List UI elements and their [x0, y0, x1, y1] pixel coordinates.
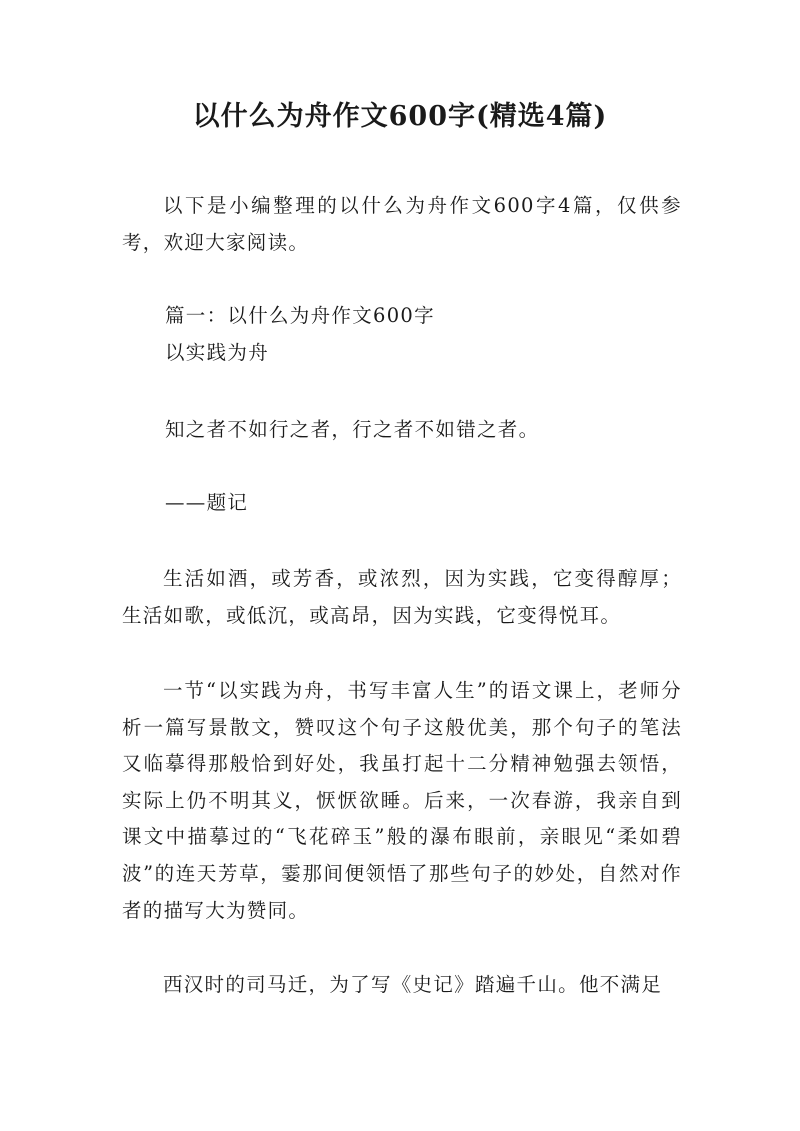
document-title: 以什么为舟作文600字(精选4篇) [192, 101, 608, 132]
epigraph-attribution: ——题记 [165, 491, 249, 514]
intro-paragraph: 以下是小编整理的以什么为舟作文600字4篇，仅供参考，欢迎大家阅读。 [122, 194, 682, 254]
body-paragraph: 一节“以实践为舟，书写丰富人生”的语文课上，老师分析一篇写景散文，赞叹这个句子这般优美，那个句子的笔法又临摹得那般恰到好处，我虽打起十二分精神勉强去领悟，实际上仍不明其义，恹恹欲睡。后来，一次春游，我亲自到课文中描摹过的“飞花碎玉”般的瀑布眼前，亲眼见“柔如碧波”的连天芳草，霎那间便领悟了那些句子的妙处，自然对作者的描写大为赞同。 [122, 679, 682, 922]
epigraph: 知之者不如行之者，行之者不如错之者。 [165, 418, 540, 441]
body-paragraph: 生活如酒，或芳香，或浓烈，因为实践，它变得醇厚；生活如歌，或低沉，或高昂，因为实践，它变得悦耳。 [122, 567, 682, 627]
section-heading: 篇一：以什么为舟作文600字 [165, 304, 435, 327]
body-paragraph: 西汉时的司马迁，为了写《史记》踏遍千山。他不满足 [162, 973, 663, 996]
essay-title: 以实践为舟 [165, 341, 270, 364]
